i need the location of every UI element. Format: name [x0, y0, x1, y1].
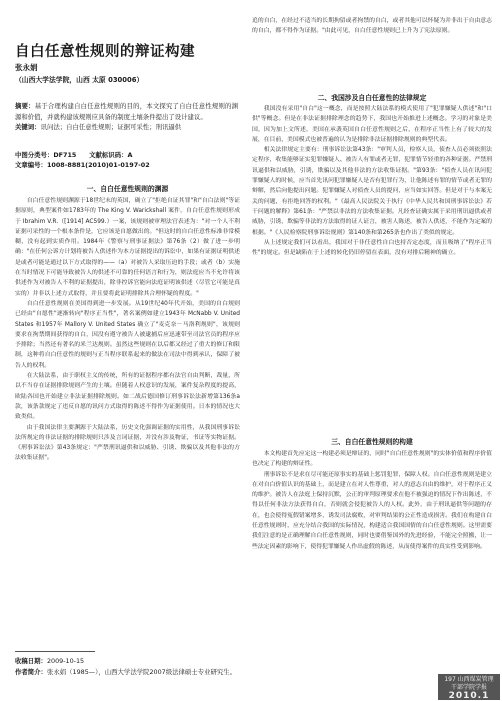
section-2-body [252, 104, 492, 258]
section-1-body [15, 196, 240, 464]
paragraph: 我国没有采用"自白"这一概念，而是按照大陆法系的模式使用了"犯罪嫌疑人供述"和"口供"等概念。但是在非法证据排除理念的趋势下，我国也开始推进上述概念。学习的对象是美国，因为加上文所述，美国在承袭英国自白任意性规则之后，在程序正当性上有了较大的发展，在目前，美国模式也被普遍的认为是排除非法证据排除规则的典型代表。 [252, 106, 492, 143]
author-affiliation: （山西大学法学院，山西 太原 030006） [15, 76, 144, 84]
paragraph: 相关法律规定主要有：刑事诉讼法第43条："审判人员，检察人员，侦查人员必须依照法定程序，收集能够证实犯罪嫌疑人、被告人有罪或者无罪，犯罪情节轻重的各种证据。严禁刑讯逼供和以威胁，引诱，欺骗以及其他非法的方法收集证据。"第93条："侦查人员在讯问犯罪嫌疑人的时候，应当首先讯问犯罪嫌疑人是否有犯罪行为，让他陈述有罪的情节或者无罪的辩解，然后向他提出问题。犯罪嫌疑人对侦查人员的提问，应当如实回答。但是对于与本案无关的问题，有拒绝回答的权利。"《最高人民法院关于执行《中华人民共和国刑事诉讼法》若干问题的解释》第61条："严禁以非法的方法收集证据。凡经查证确实属于采用刑讯逼供或者威胁，引诱，欺骗等非法的方法取得的证人证言，被害人陈述，被告人供述，不能作为定案的根据。"《人民检察院刑事诉讼规则》第140条和第265条也作出了类似的规定。 [252, 147, 492, 236]
article-number: 文章编号：1008-8881(2010)01-0197-02 [15, 161, 150, 169]
author-bio-label: 作者简介： [15, 668, 47, 676]
paragraph: 自白任意性规则渊源于18世纪末的英国，确立了"拒绝自证其罪"和"自白法则"等证据原则，典型案件如1783年的 The King V. Warickshall 案件，自白任意性规则形成于 Ibrahim V.R.（[1914] AC599.）一案，该规则被审理法官表述为："对一个人不利证据可采性的一个根本条件是，它应该是自愿做出的。"但这时的自白任意性标准非常模糊，没有起到实质作用。1984年《警察与刑事证据法》第76条（2）做了进一步明确："在任何公诉方计划将被告人供述作为本方证据提出的诉讼中，如果有证据证明供述是或者可能是通过以下方式取得的——（a）对被告人采取压迫的手段；或者（b）实施在当时情况下可能导致被告人的供述不可靠的任何语言和行为，则法庭应当不允许将该供述作为对被告人不利的证据提出，除非控诉官能向法庭证明该供述（尽管它可能是真实的）并非以上述方式取得，并且要将此证明排除其合理怀疑的程度。" [15, 198, 240, 297]
keywords-label: 关键词： [15, 123, 41, 131]
section-3-body [252, 449, 492, 552]
abstract-text: 基于合理构建自白任意性规则的目的，本文探究了自白任意性规则的渊源和价值，并就构建该规则应具备的制度土壤条件提出了设计建议。 [15, 102, 239, 121]
paragraph: 本文构建首先应定这一构建必须是辩证的，同时"自白任意性规则"的实体价值和程序价值也决定了构建的辩证性。 [252, 451, 492, 468]
received-date [15, 656, 245, 666]
section-heading-2: 二、我国涉及自白任意性的法律规定 [317, 94, 427, 102]
paragraph: 刑事诉讼不是求在尽可能还原事实的基础上惩罚犯罪，保障人权。自白任意性规则是建立在对自白价值认识的基础上，而是建立在对人性尊重，对人的意志自由的维护，对于程序正义的维护。被告人在法庭上保持沉默，公正的审判原理要求在他不被强迫的情况下作出陈述，不得以任何非法方法获得自白，否则就会侵犯被告人的人权。此外，由于刑讯逼供等问题的存在，也会使得冤假错案增多，诱发司法腐败，对审判结果的公正性造成损害。我们在构建自白任意性规则时，应充分结合我国的实际情况，构建适合我国国情的自白任意性规则。这里需要我们注意的是正确理解自白任意性规则，同时也要借鉴国外的先进经验，不能完全照搬，让一些法定因素的影响下，使得犯罪嫌疑人作出虚假的陈述，从而使得案件的真实性受到影响。 [252, 471, 492, 550]
paragraph: 从上述规定我们可以看出，我国对于非任意性自白也持否定态度，而且吸纳了"程序正当性"的规定。但是缺陷在于上述的转化仍旧停留在表面，没有对排后精神的确立。 [252, 239, 492, 257]
stamp-line-2: 干部学院学报 [450, 684, 487, 691]
journal-page-stamp [438, 674, 500, 700]
keywords-text: 讯问法；自白任意性规则；证据可采性；刑讯逼供 [40, 123, 182, 131]
paragraph: 在大陆法系，由于职权主义的传统，所有的证据程序都有法官自由判断，裁量，所以不当存在证据排除规则产生的土壤。但随着人权意识的发展，案件复杂程度的提高，欧陆各国也开始建立非法证据排除规则。如二战后德国修订刑事诉讼法新增第136条a款，该条款规定了违反自愿的讯问方式取得的陈述不得作为证据使用。日本的情况也大致类似。 [15, 373, 240, 421]
author-bio-text: 张永娟（1985—），山西大学法学院2007级法律硕士专业研究生。 [46, 668, 237, 676]
footnote-divider [15, 651, 95, 652]
abstract-label: 摘要： [15, 102, 35, 110]
author-bio [15, 667, 240, 677]
author-name: 张永娟 [15, 63, 38, 72]
received-text: 2009-10-15 [46, 657, 85, 665]
paper-title: 自白任意性规则的辩证构建 [15, 44, 195, 60]
section-heading-1: 一、自白任意性规则的渊源 [86, 185, 169, 193]
classification-line: 中图分类号：DF715 文献标识码：A [15, 151, 133, 159]
paragraph: 自白任意性规则在美国得到进一步发展。从19世纪40年代开始，美国的自白规则已经由"自愿性"逐渐转向"程序正当性"，著名案例如建立1943年 McNabb V. United States 和1957年 Mallory V. United States 确立了"麦克奈－马洛利规则"，该规则要求在拘禁期间获得的自白，因没有遵守被告人被逮捕后应迅速带至司法官员的程序应予排除；当然还有著名的米兰达规则。虽然这些规则在以后都又经过了重大的修订和限制，这种将自白任意性的规则与正当程序联系起来的做法在司法中得到承认，保障了被告人的权利。 [15, 300, 240, 369]
stamp-issue: 2010.1 [448, 691, 490, 701]
right-top-continuation [252, 16, 492, 37]
abstract [15, 101, 238, 133]
stamp-line-1: 197 山西煤炭管理 [444, 676, 494, 683]
received-label: 收稿日期： [15, 657, 47, 665]
paragraph: 由于我国法律主要渊源于大陆法系，历史文化强调证据的实用性，从我国刑事诉讼法所规定的非法证据的排除规则只涉及言词证据，并没有涉及物证，书证等实物证据。《刑事诉讼法》第43条规定："严禁刑讯逼供和以威胁、引诱、欺骗以及其他非法的方法收集证据"。 [15, 424, 240, 462]
section-heading-3: 三、自白任意性规则的构建 [331, 438, 413, 446]
paragraph: 追的自白，在经过不适当的长期拘留或者拘禁的自白，或者其他可以怀疑为并非出于自由意志的自白，都不得作为证据。"由此可见，自白任意性规则已上升为了宪法原则。 [252, 18, 492, 35]
